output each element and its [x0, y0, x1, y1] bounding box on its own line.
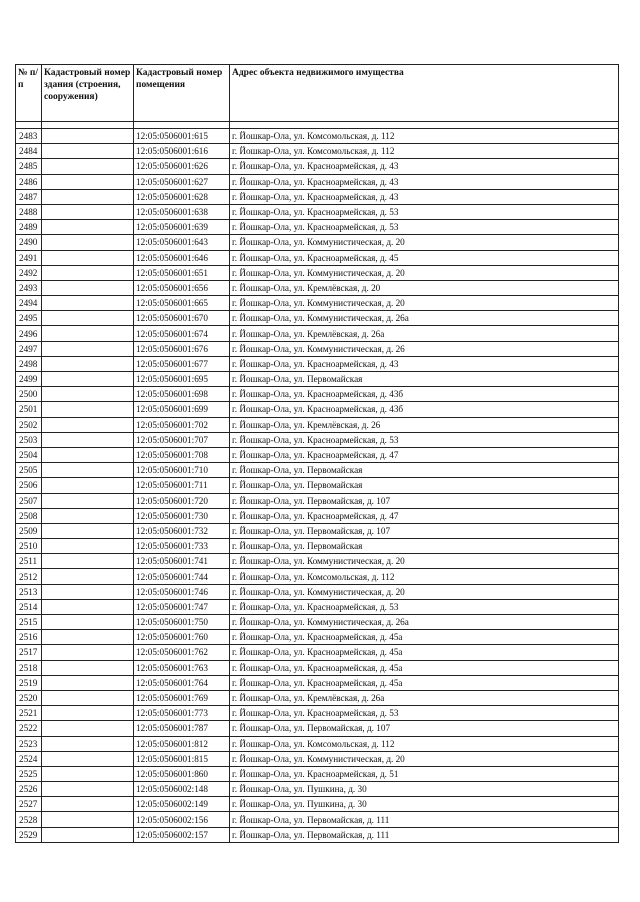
building-cadastral-cell	[42, 706, 134, 721]
table-row	[16, 630, 619, 645]
row-number: 2517	[16, 645, 42, 660]
building-cadastral-cell	[42, 189, 134, 204]
building-cadastral-cell	[42, 615, 134, 630]
room-cadastral-cell: 12:05:0506001:628	[134, 189, 230, 204]
row-number: 2486	[16, 174, 42, 189]
table-row	[16, 493, 619, 508]
building-cadastral-cell	[42, 751, 134, 766]
building-cadastral-cell	[42, 797, 134, 812]
building-cadastral-cell	[42, 660, 134, 675]
address-cell: г. Йошкар-Ола, ул. Первомайская, д. 107	[230, 721, 619, 736]
row-number: 2500	[16, 387, 42, 402]
building-cadastral-cell	[42, 356, 134, 371]
address-cell: г. Йошкар-Ола, ул. Красноармейская, д. 45а	[230, 630, 619, 645]
table-row	[16, 766, 619, 781]
table-row	[16, 812, 619, 827]
building-cadastral-cell	[42, 296, 134, 311]
address-cell: г. Йошкар-Ола, ул. Первомайская	[230, 372, 619, 387]
room-cadastral-cell: 12:05:0506001:699	[134, 402, 230, 417]
room-cadastral-cell: 12:05:0506001:665	[134, 296, 230, 311]
room-cadastral-cell: 12:05:0506001:698	[134, 387, 230, 402]
address-cell: г. Йошкар-Ола, ул. Первомайская	[230, 539, 619, 554]
address-cell: г. Йошкар-Ола, ул. Красноармейская, д. 47	[230, 508, 619, 523]
row-number: 2524	[16, 751, 42, 766]
address-cell: г. Йошкар-Ола, ул. Кремлёвская, д. 26а	[230, 690, 619, 705]
address-cell: г. Йошкар-Ола, ул. Первомайская, д. 111	[230, 812, 619, 827]
row-number: 2487	[16, 189, 42, 204]
room-cadastral-cell: 12:05:0506001:750	[134, 615, 230, 630]
row-number: 2508	[16, 508, 42, 523]
address-cell: г. Йошкар-Ола, ул. Красноармейская, д. 43б	[230, 387, 619, 402]
room-cadastral-cell: 12:05:0506001:787	[134, 721, 230, 736]
building-cadastral-cell	[42, 129, 134, 144]
building-cadastral-cell	[42, 174, 134, 189]
building-cadastral-cell	[42, 341, 134, 356]
row-number: 2509	[16, 523, 42, 538]
room-cadastral-cell: 12:05:0506001:656	[134, 280, 230, 295]
room-cadastral-cell: 12:05:0506001:760	[134, 630, 230, 645]
table-row	[16, 751, 619, 766]
room-cadastral-cell: 12:05:0506002:149	[134, 797, 230, 812]
table-row	[16, 204, 619, 219]
room-cadastral-cell: 12:05:0506001:744	[134, 569, 230, 584]
building-cadastral-cell	[42, 569, 134, 584]
table-body	[16, 122, 619, 843]
room-cadastral-cell: 12:05:0506001:812	[134, 736, 230, 751]
row-number: 2525	[16, 766, 42, 781]
address-cell: г. Йошкар-Ола, ул. Красноармейская, д. 43б	[230, 402, 619, 417]
address-cell: г. Йошкар-Ола, ул. Красноармейская, д. 45а	[230, 675, 619, 690]
room-cadastral-cell: 12:05:0506001:695	[134, 372, 230, 387]
room-cadastral-cell: 12:05:0506001:616	[134, 144, 230, 159]
room-cadastral-cell: 12:05:0506001:626	[134, 159, 230, 174]
table-row	[16, 827, 619, 842]
room-cadastral-cell: 12:05:0506001:747	[134, 599, 230, 614]
address-cell: г. Йошкар-Ола, ул. Красноармейская, д. 53	[230, 204, 619, 219]
header-building-cadastral: Кадастровый номер здания (строения, сооружения)	[42, 65, 134, 122]
room-cadastral-cell: 12:05:0506001:651	[134, 265, 230, 280]
address-cell: г. Йошкар-Ола, ул. Красноармейская, д. 43	[230, 174, 619, 189]
row-number: 2498	[16, 356, 42, 371]
building-cadastral-cell	[42, 827, 134, 842]
address-cell: г. Йошкар-Ола, ул. Коммунистическая, д. 20	[230, 584, 619, 599]
address-cell: г. Йошкар-Ола, ул. Первомайская, д. 107	[230, 493, 619, 508]
row-number: 2497	[16, 341, 42, 356]
address-cell: г. Йошкар-Ола, ул. Комсомольская, д. 112	[230, 736, 619, 751]
address-cell: г. Йошкар-Ола, ул. Коммунистическая, д. 20	[230, 554, 619, 569]
row-number: 2529	[16, 827, 42, 842]
room-cadastral-cell: 12:05:0506001:638	[134, 204, 230, 219]
table-header	[16, 65, 619, 122]
building-cadastral-cell	[42, 159, 134, 174]
row-number: 2483	[16, 129, 42, 144]
building-cadastral-cell	[42, 630, 134, 645]
address-cell: г. Йошкар-Ола, ул. Комсомольская, д. 112	[230, 144, 619, 159]
row-number: 2521	[16, 706, 42, 721]
building-cadastral-cell	[42, 539, 134, 554]
room-cadastral-cell: 12:05:0506001:615	[134, 129, 230, 144]
row-number: 2503	[16, 432, 42, 447]
table-row	[16, 660, 619, 675]
row-number: 2484	[16, 144, 42, 159]
address-cell: г. Йошкар-Ола, ул. Красноармейская, д. 43	[230, 189, 619, 204]
room-cadastral-cell: 12:05:0506001:670	[134, 311, 230, 326]
header-address: Адрес объекта недвижимого имущества	[230, 65, 619, 122]
room-cadastral-cell: 12:05:0506001:702	[134, 417, 230, 432]
table-row	[16, 569, 619, 584]
row-number: 2496	[16, 326, 42, 341]
table-row	[16, 554, 619, 569]
address-cell: г. Йошкар-Ола, ул. Красноармейская, д. 43	[230, 356, 619, 371]
table-row	[16, 174, 619, 189]
room-cadastral-cell: 12:05:0506001:643	[134, 235, 230, 250]
room-cadastral-cell: 12:05:0506001:677	[134, 356, 230, 371]
room-cadastral-cell: 12:05:0506001:639	[134, 220, 230, 235]
header-num: № п/п	[16, 65, 42, 122]
address-cell: г. Йошкар-Ола, ул. Пушкина, д. 30	[230, 797, 619, 812]
table-row	[16, 721, 619, 736]
table-row	[16, 387, 619, 402]
building-cadastral-cell	[42, 432, 134, 447]
table-row	[16, 645, 619, 660]
address-cell: г. Йошкар-Ола, ул. Коммунистическая, д. 20	[230, 265, 619, 280]
table-row	[16, 189, 619, 204]
building-cadastral-cell	[42, 766, 134, 781]
building-cadastral-cell	[42, 463, 134, 478]
building-cadastral-cell	[42, 554, 134, 569]
address-cell: г. Йошкар-Ола, ул. Коммунистическая, д. 20	[230, 751, 619, 766]
address-cell: г. Йошкар-Ола, ул. Первомайская	[230, 463, 619, 478]
room-cadastral-cell: 12:05:0506001:733	[134, 539, 230, 554]
building-cadastral-cell	[42, 493, 134, 508]
table-row	[16, 584, 619, 599]
table-row	[16, 706, 619, 721]
room-cadastral-cell: 12:05:0506001:627	[134, 174, 230, 189]
building-cadastral-cell	[42, 508, 134, 523]
room-cadastral-cell: 12:05:0506001:730	[134, 508, 230, 523]
room-cadastral-cell: 12:05:0506001:769	[134, 690, 230, 705]
table-row	[16, 417, 619, 432]
building-cadastral-cell	[42, 387, 134, 402]
row-number: 2505	[16, 463, 42, 478]
row-number: 2495	[16, 311, 42, 326]
room-cadastral-cell: 12:05:0506002:148	[134, 782, 230, 797]
table-row	[16, 615, 619, 630]
table-row	[16, 159, 619, 174]
address-cell: г. Йошкар-Ола, ул. Красноармейская, д. 47	[230, 447, 619, 462]
address-cell: г. Йошкар-Ола, ул. Коммунистическая, д. 20	[230, 235, 619, 250]
address-cell: г. Йошкар-Ола, ул. Кремлёвская, д. 26а	[230, 326, 619, 341]
table-row	[16, 372, 619, 387]
row-number: 2485	[16, 159, 42, 174]
building-cadastral-cell	[42, 478, 134, 493]
building-cadastral-cell	[42, 204, 134, 219]
table-row	[16, 463, 619, 478]
row-number: 2511	[16, 554, 42, 569]
table-row	[16, 235, 619, 250]
room-cadastral-cell: 12:05:0506001:646	[134, 250, 230, 265]
table-row	[16, 250, 619, 265]
table-row	[16, 402, 619, 417]
room-cadastral-cell: 12:05:0506001:710	[134, 463, 230, 478]
room-cadastral-cell: 12:05:0506001:741	[134, 554, 230, 569]
table-row	[16, 280, 619, 295]
table-row	[16, 523, 619, 538]
row-number: 2492	[16, 265, 42, 280]
building-cadastral-cell	[42, 311, 134, 326]
row-number: 2493	[16, 280, 42, 295]
address-cell: г. Йошкар-Ола, ул. Комсомольская, д. 112	[230, 129, 619, 144]
address-cell: г. Йошкар-Ола, ул. Красноармейская, д. 43	[230, 159, 619, 174]
table-row	[16, 265, 619, 280]
room-cadastral-cell: 12:05:0506001:711	[134, 478, 230, 493]
address-cell: г. Йошкар-Ола, ул. Красноармейская, д. 53	[230, 599, 619, 614]
table-row	[16, 432, 619, 447]
building-cadastral-cell	[42, 675, 134, 690]
building-cadastral-cell	[42, 144, 134, 159]
row-number: 2489	[16, 220, 42, 235]
address-cell: г. Йошкар-Ола, ул. Кремлёвская, д. 20	[230, 280, 619, 295]
address-cell: г. Йошкар-Ола, ул. Первомайская, д. 107	[230, 523, 619, 538]
row-number: 2528	[16, 812, 42, 827]
room-cadastral-cell: 12:05:0506001:860	[134, 766, 230, 781]
building-cadastral-cell	[42, 584, 134, 599]
building-cadastral-cell	[42, 736, 134, 751]
spacer-row	[16, 122, 619, 129]
room-cadastral-cell: 12:05:0506002:157	[134, 827, 230, 842]
table-row	[16, 478, 619, 493]
room-cadastral-cell: 12:05:0506001:762	[134, 645, 230, 660]
row-number: 2506	[16, 478, 42, 493]
building-cadastral-cell	[42, 280, 134, 295]
room-cadastral-cell: 12:05:0506001:764	[134, 675, 230, 690]
row-number: 2499	[16, 372, 42, 387]
address-cell: г. Йошкар-Ола, ул. Красноармейская, д. 45а	[230, 645, 619, 660]
table-row	[16, 144, 619, 159]
building-cadastral-cell	[42, 326, 134, 341]
building-cadastral-cell	[42, 250, 134, 265]
table-row	[16, 356, 619, 371]
table-row	[16, 311, 619, 326]
address-cell: г. Йошкар-Ола, ул. Кремлёвская, д. 26	[230, 417, 619, 432]
row-number: 2504	[16, 447, 42, 462]
building-cadastral-cell	[42, 220, 134, 235]
table-row	[16, 220, 619, 235]
row-number: 2522	[16, 721, 42, 736]
building-cadastral-cell	[42, 447, 134, 462]
room-cadastral-cell: 12:05:0506001:676	[134, 341, 230, 356]
table-row	[16, 797, 619, 812]
table-row	[16, 599, 619, 614]
address-cell: г. Йошкар-Ола, ул. Коммунистическая, д. 20	[230, 296, 619, 311]
building-cadastral-cell	[42, 523, 134, 538]
building-cadastral-cell	[42, 402, 134, 417]
row-number: 2523	[16, 736, 42, 751]
building-cadastral-cell	[42, 782, 134, 797]
address-cell: г. Йошкар-Ола, ул. Красноармейская, д. 53	[230, 706, 619, 721]
table-row	[16, 675, 619, 690]
address-cell: г. Йошкар-Ола, ул. Комсомольская, д. 112	[230, 569, 619, 584]
row-number: 2490	[16, 235, 42, 250]
address-cell: г. Йошкар-Ола, ул. Красноармейская, д. 53	[230, 220, 619, 235]
table-row	[16, 326, 619, 341]
row-number: 2514	[16, 599, 42, 614]
address-cell: г. Йошкар-Ола, ул. Первомайская, д. 111	[230, 827, 619, 842]
table-row	[16, 508, 619, 523]
building-cadastral-cell	[42, 812, 134, 827]
building-cadastral-cell	[42, 235, 134, 250]
room-cadastral-cell: 12:05:0506001:773	[134, 706, 230, 721]
building-cadastral-cell	[42, 265, 134, 280]
building-cadastral-cell	[42, 417, 134, 432]
room-cadastral-cell: 12:05:0506001:708	[134, 447, 230, 462]
address-cell: г. Йошкар-Ола, ул. Коммунистическая, д. 26	[230, 341, 619, 356]
row-number: 2501	[16, 402, 42, 417]
room-cadastral-cell: 12:05:0506001:720	[134, 493, 230, 508]
row-number: 2510	[16, 539, 42, 554]
table-row	[16, 341, 619, 356]
row-number: 2488	[16, 204, 42, 219]
table-row	[16, 539, 619, 554]
header-room-cadastral: Кадастровый номер помещения	[134, 65, 230, 122]
table-row	[16, 129, 619, 144]
table-row	[16, 690, 619, 705]
building-cadastral-cell	[42, 599, 134, 614]
row-number: 2491	[16, 250, 42, 265]
row-number: 2515	[16, 615, 42, 630]
building-cadastral-cell	[42, 372, 134, 387]
building-cadastral-cell	[42, 645, 134, 660]
address-cell: г. Йошкар-Ола, ул. Первомайская	[230, 478, 619, 493]
address-cell: г. Йошкар-Ола, ул. Коммунистическая, д. 26а	[230, 615, 619, 630]
address-cell: г. Йошкар-Ола, ул. Красноармейская, д. 45а	[230, 660, 619, 675]
row-number: 2520	[16, 690, 42, 705]
room-cadastral-cell: 12:05:0506001:763	[134, 660, 230, 675]
row-number: 2519	[16, 675, 42, 690]
building-cadastral-cell	[42, 690, 134, 705]
address-cell: г. Йошкар-Ола, ул. Красноармейская, д. 51	[230, 766, 619, 781]
row-number: 2516	[16, 630, 42, 645]
row-number: 2513	[16, 584, 42, 599]
table-row	[16, 782, 619, 797]
document-page	[15, 64, 619, 843]
row-number: 2507	[16, 493, 42, 508]
room-cadastral-cell: 12:05:0506001:746	[134, 584, 230, 599]
row-number: 2526	[16, 782, 42, 797]
building-cadastral-cell	[42, 721, 134, 736]
room-cadastral-cell: 12:05:0506001:707	[134, 432, 230, 447]
row-number: 2502	[16, 417, 42, 432]
table-row	[16, 296, 619, 311]
row-number: 2494	[16, 296, 42, 311]
row-number: 2512	[16, 569, 42, 584]
address-cell: г. Йошкар-Ола, ул. Пушкина, д. 30	[230, 782, 619, 797]
room-cadastral-cell: 12:05:0506001:732	[134, 523, 230, 538]
property-table	[15, 64, 619, 843]
row-number: 2527	[16, 797, 42, 812]
room-cadastral-cell: 12:05:0506001:674	[134, 326, 230, 341]
address-cell: г. Йошкар-Ола, ул. Красноармейская, д. 53	[230, 432, 619, 447]
address-cell: г. Йошкар-Ола, ул. Коммунистическая, д. 26а	[230, 311, 619, 326]
room-cadastral-cell: 12:05:0506002:156	[134, 812, 230, 827]
table-row	[16, 447, 619, 462]
address-cell: г. Йошкар-Ола, ул. Красноармейская, д. 45	[230, 250, 619, 265]
room-cadastral-cell: 12:05:0506001:815	[134, 751, 230, 766]
row-number: 2518	[16, 660, 42, 675]
table-row	[16, 736, 619, 751]
